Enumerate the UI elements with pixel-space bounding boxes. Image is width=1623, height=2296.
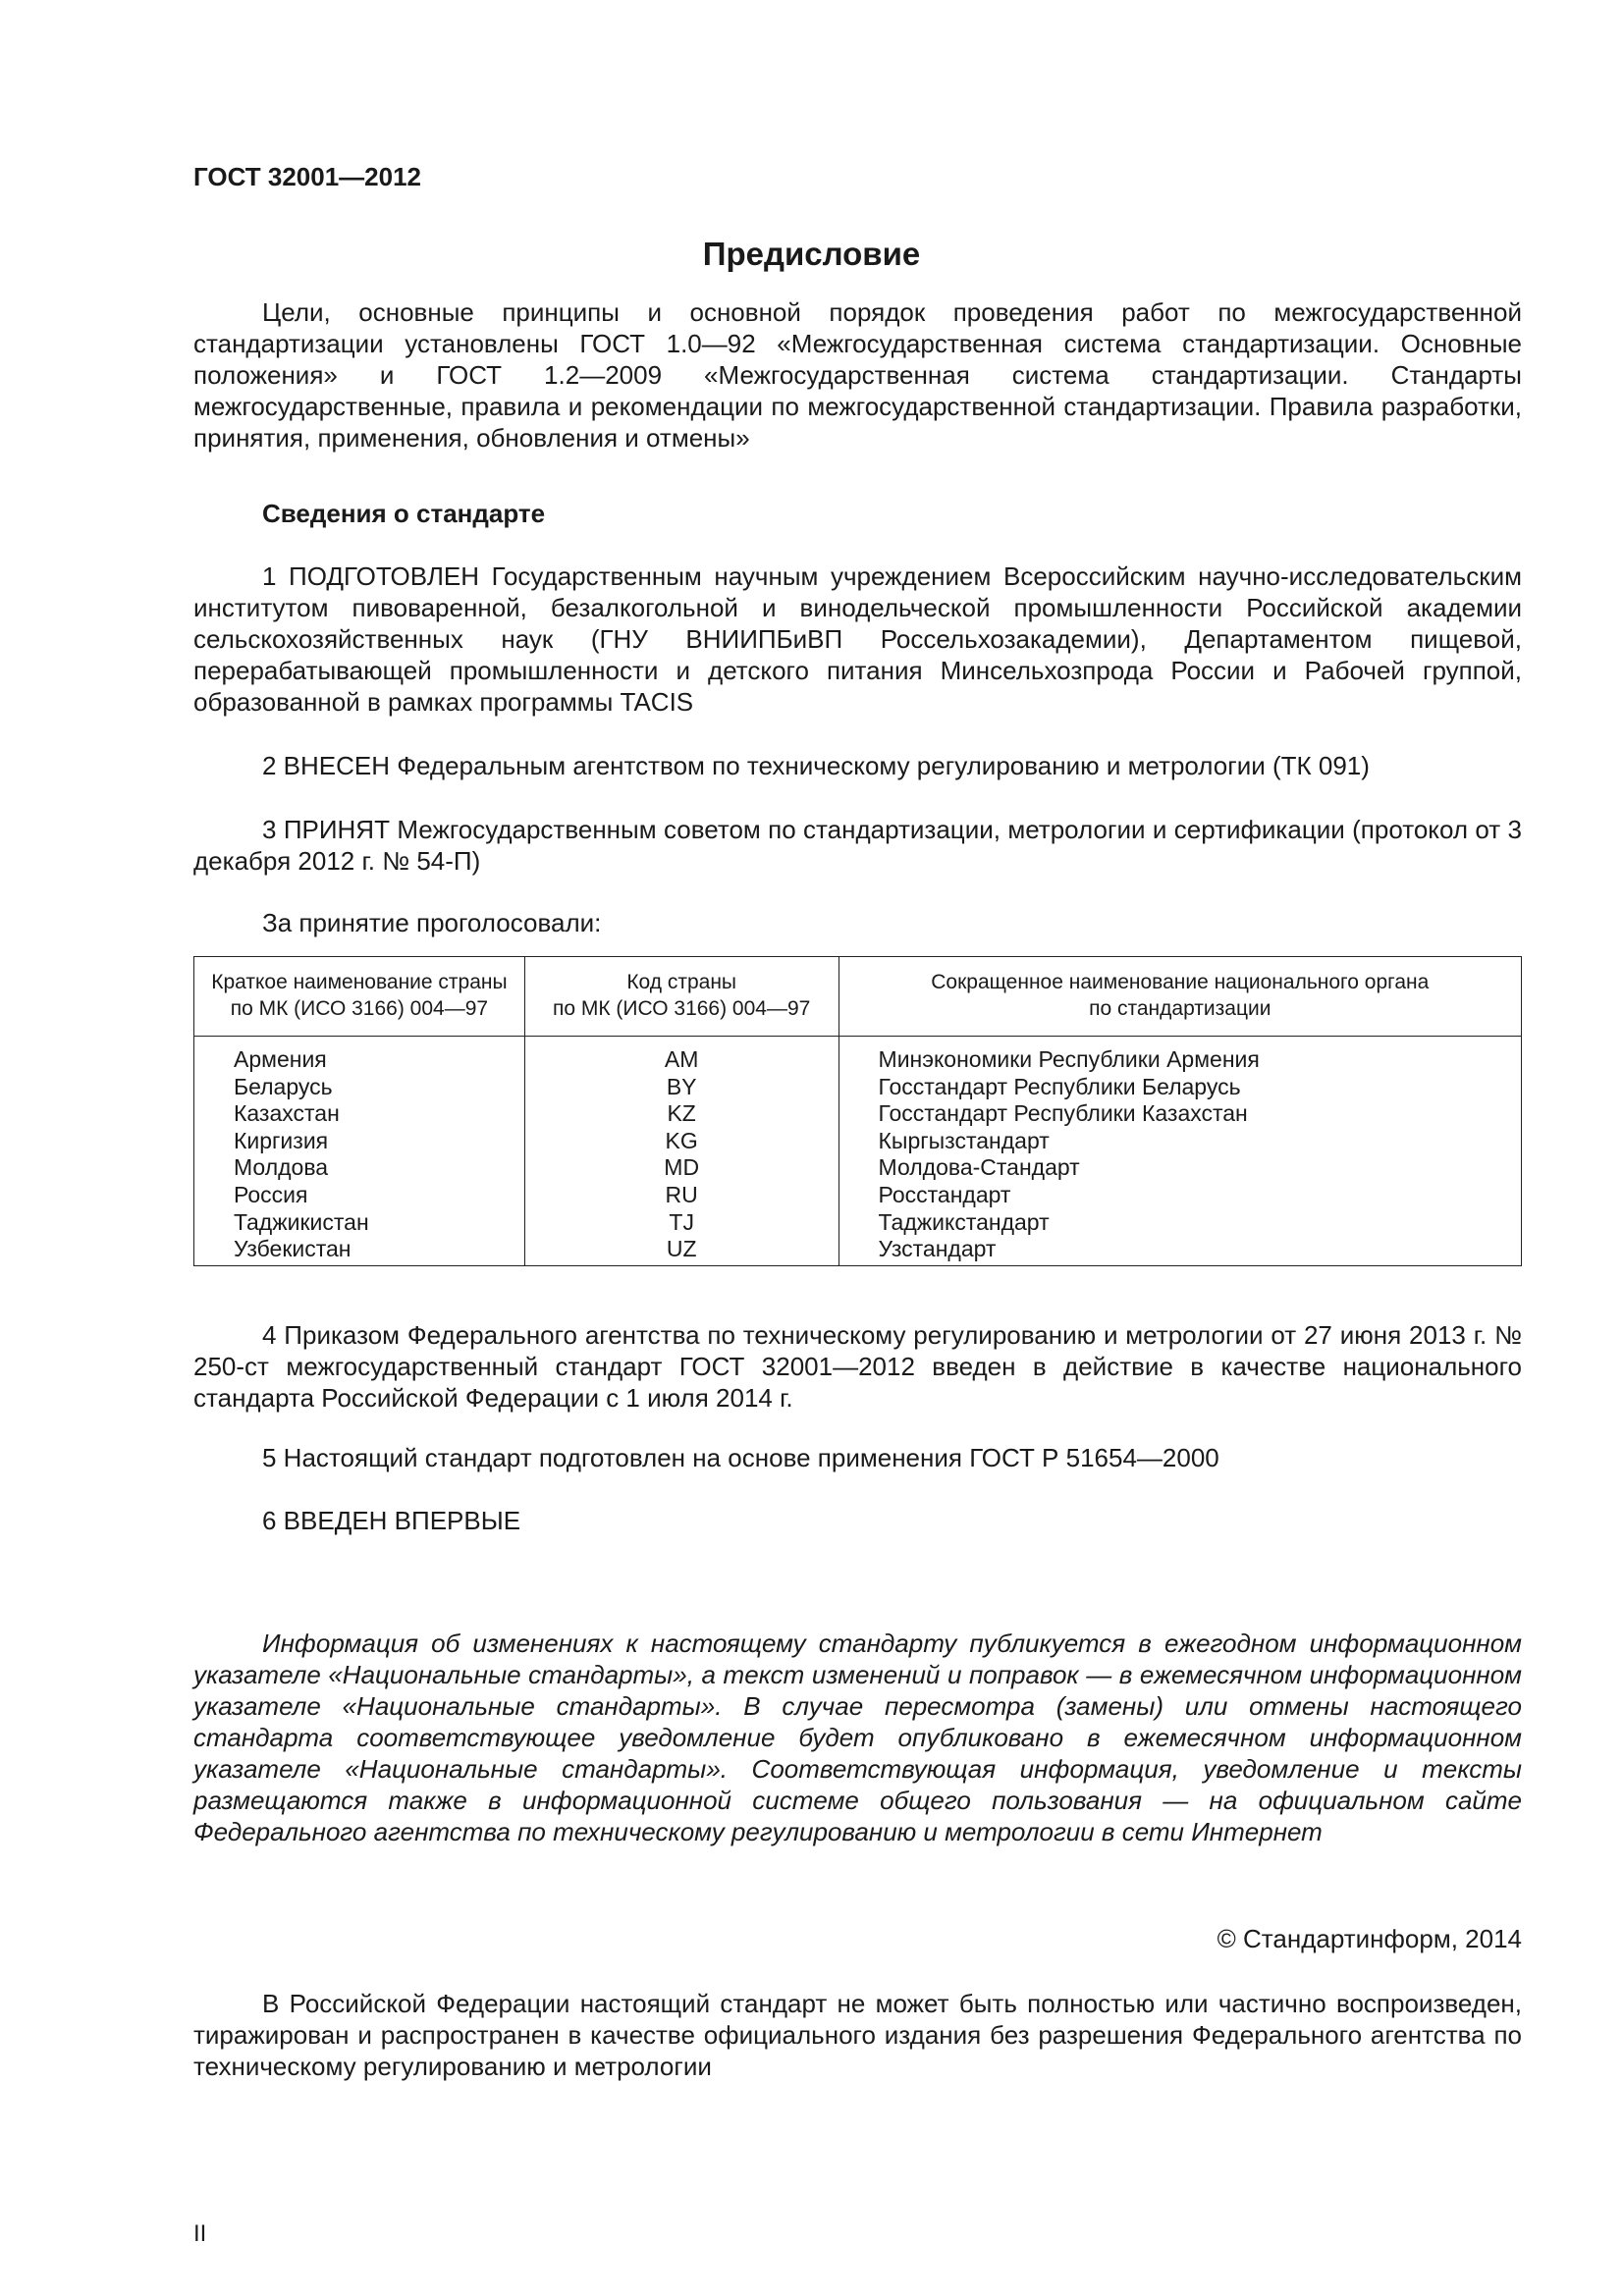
table-row [194, 1154, 1522, 1182]
table-row [194, 1037, 1522, 1074]
cell-code: MD [524, 1154, 839, 1182]
intro-paragraph: Цели, основные принципы и основной порядок проведения работ по межгосударственной стандартизации установлены ГОСТ 1.0—92 «Межгосударственная система стандартизации. Основные положения» и ГОСТ 1.2—2009 «Межгосударственная система стандартизации. Стандарты межгосударственные, правила и рекомендации по межгосударственной стандартизации. Правила разработки, принятия, применения, обновления и отмены» [193, 297, 1522, 453]
table-header-row [194, 957, 1522, 1037]
cell-body: Госстандарт Республики Казахстан [839, 1100, 1521, 1128]
header-line: по МК (ИСО 3166) 004—97 [230, 997, 489, 1020]
item-6-paragraph: 6 ВВЕДЕН ВПЕРВЫЕ [262, 1506, 521, 1535]
restriction-paragraph: В Российской Федерации настоящий стандарт не может быть полностью или частично воспроизведен, тиражирован и распространен в качестве официального издания без разрешения Федерального агентства по техническому регулированию и метрологии [193, 1989, 1522, 2081]
cell-code: KZ [524, 1100, 839, 1128]
table-row [194, 1182, 1522, 1209]
header-line: по стандартизации [1089, 997, 1271, 1020]
page-number: II [193, 2220, 207, 2247]
header-line: Код страны [626, 971, 737, 993]
table-header-code [524, 957, 839, 1037]
table-header-body [839, 957, 1521, 1037]
cell-body: Узстандарт [839, 1236, 1521, 1265]
cell-body: Кыргызстандарт [839, 1128, 1521, 1155]
cell-country: Россия [194, 1182, 525, 1209]
cell-code: RU [524, 1182, 839, 1209]
cell-code: AM [524, 1037, 839, 1074]
cell-country: Беларусь [194, 1074, 525, 1101]
item-1-paragraph: 1 ПОДГОТОВЛЕН Государственным научным учреждением Всероссийским научно-исследовательским институтом пивоваренной, безалкогольной и винодельческой промышленности Российской академии сельскохозяйственных наук (ГНУ ВНИИПБиВП Россельхозакадемии), Департаментом пищевой, перерабатывающей промышленности и детского питания Минсельхозпрода России и Рабочей группой, образованной в рамках программы TACIS [193, 561, 1522, 717]
cell-body: Госстандарт Республики Беларусь [839, 1074, 1521, 1101]
table-row [194, 1209, 1522, 1237]
header-line: по МК (ИСО 3166) 004—97 [552, 997, 811, 1020]
item-4-paragraph: 4 Приказом Федерального агентства по техническому регулированию и метрологии от 27 июня 2013 г. № 250-ст межгосударственный стандарт ГОСТ 32001—2012 введен в действие в качестве национального стандарта Российской Федерации с 1 июля 2014 г. [193, 1320, 1522, 1413]
voting-table [193, 956, 1522, 1266]
cell-country: Киргизия [194, 1128, 525, 1155]
cell-country: Молдова [194, 1154, 525, 1182]
cell-country: Армения [194, 1037, 525, 1074]
cell-country: Таджикистан [194, 1209, 525, 1237]
header-line: Сокращенное наименование национального органа [931, 971, 1430, 993]
document-code: ГОСТ 32001—2012 [193, 162, 421, 191]
table-row [194, 1128, 1522, 1155]
notice-paragraph: Информация об изменениях к настоящему стандарту публикуется в ежегодном информационном указателе «Национальные стандарты», а текст изменений и поправок — в ежемесячном информационном указателе «Национальные стандарты». В случае пересмотра (замены) или отмены настоящего стандарта соответствующее уведомление будет опубликовано в ежемесячном информационном указателе «Национальные стандарты». Соответствующая информация, уведомление и тексты размещаются также в информационной системе общего пользования — на официальном сайте Федерального агентства по техническому регулированию и метрологии в сети Интернет [193, 1629, 1522, 1846]
header-line: Краткое наименование страны [211, 971, 508, 993]
page-title: Предисловие [702, 236, 921, 272]
table-row [194, 1236, 1522, 1265]
table-row [194, 1074, 1522, 1101]
cell-body: Минэкономики Республики Армения [839, 1037, 1521, 1074]
section-heading-info: Сведения о стандарте [262, 499, 546, 528]
cell-body: Росстандарт [839, 1182, 1521, 1209]
cell-code: KG [524, 1128, 839, 1155]
cell-code: UZ [524, 1236, 839, 1265]
cell-body: Таджикстандарт [839, 1209, 1521, 1237]
table-row [194, 1100, 1522, 1128]
cell-body: Молдова-Стандарт [839, 1154, 1521, 1182]
table-header-country [194, 957, 525, 1037]
copyright-line: © Стандартинформ, 2014 [1217, 1924, 1522, 1953]
cell-country: Казахстан [194, 1100, 525, 1128]
item-3-paragraph: 3 ПРИНЯТ Межгосударственным советом по стандартизации, метрологии и сертификации (протокол от 3 декабря 2012 г. № 54-П) [193, 815, 1522, 876]
cell-code: TJ [524, 1209, 839, 1237]
item-2-paragraph: 2 ВНЕСЕН Федеральным агентством по техническому регулированию и метрологии (ТК 091) [262, 751, 1370, 780]
cell-country: Узбекистан [194, 1236, 525, 1265]
voted-label: За принятие проголосовали: [262, 908, 602, 937]
cell-code: BY [524, 1074, 839, 1101]
item-5-paragraph: 5 Настоящий стандарт подготовлен на основе применения ГОСТ Р 51654—2000 [262, 1443, 1219, 1472]
